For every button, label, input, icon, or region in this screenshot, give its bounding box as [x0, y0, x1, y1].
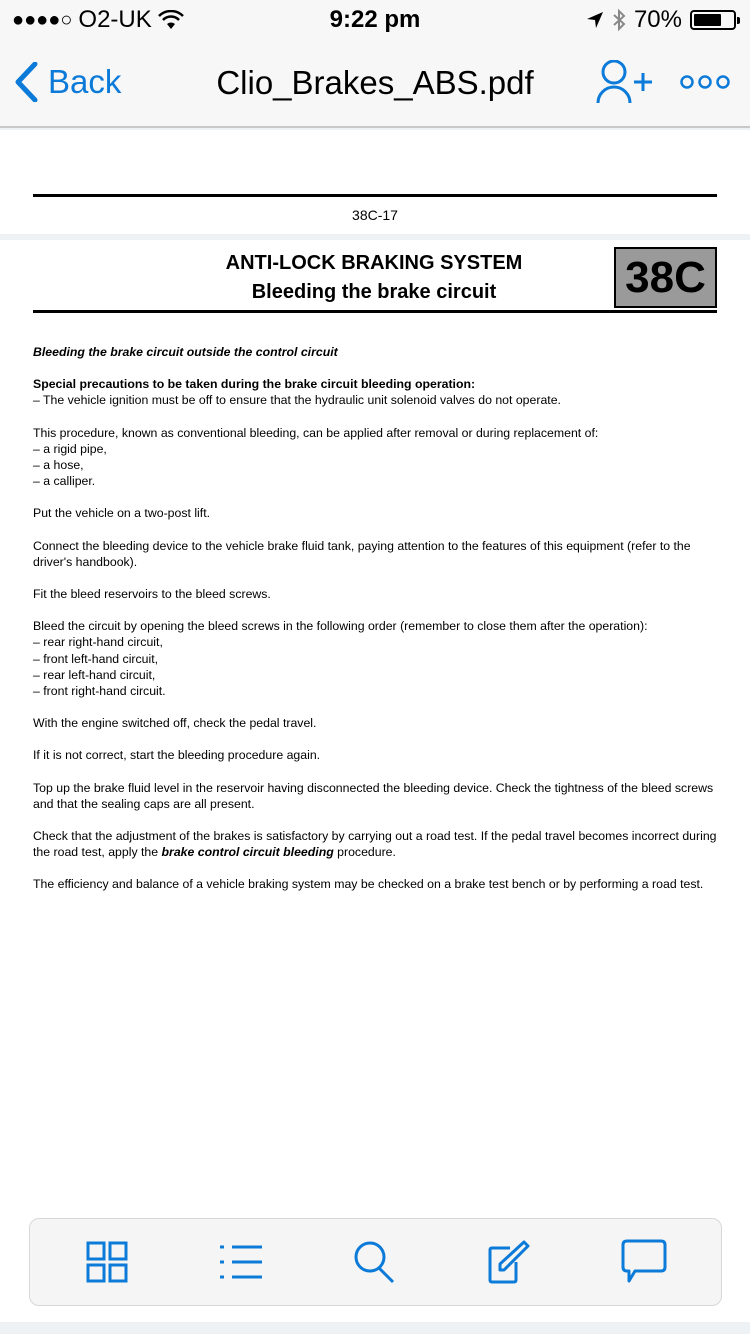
- header-rule: [33, 310, 717, 313]
- thumbnails-button[interactable]: [77, 1232, 137, 1292]
- precaution-item: – The vehicle ignition must be off to ensure that the hydraulic unit solenoid valves do not operate.: [33, 393, 561, 408]
- step-fit: Fit the bleed reservoirs to the bleed screws.: [33, 587, 271, 602]
- step-top-up: Top up the brake fluid level in the reservoir having disconnected the bleeding device. Check the tightness of the bleed screws and that the sealing caps are all present.: [33, 780, 714, 811]
- procedure-subtitle: Bleeding the brake circuit: [251, 281, 497, 303]
- location-arrow-icon: [586, 11, 604, 29]
- road-test-text: Check that the adjustment of the brakes is satisfactory by carrying out a road test. If the pedal travel becomes incorrect during the road test, apply the: [33, 829, 717, 860]
- step-restart: If it is not correct, start the bleeding procedure again.: [33, 748, 321, 763]
- status-bar: [0, 0, 750, 40]
- pdf-page-previous: [0, 130, 750, 234]
- page-footer-rule: [33, 194, 717, 197]
- comment-icon: [621, 1239, 667, 1285]
- edit-icon: [488, 1240, 532, 1284]
- battery-percent: 70%: [633, 6, 682, 33]
- list-item: – front right-hand circuit.: [33, 684, 166, 699]
- list-item: – front left-hand circuit,: [33, 651, 159, 666]
- list-item: – a calliper.: [33, 474, 96, 489]
- bleed-order-intro: Bleed the circuit by opening the bleed screws in the following order (remember to close them after the operation):: [33, 619, 648, 634]
- battery-icon: [690, 10, 736, 30]
- road-test-emphasis: brake control circuit bleeding: [161, 845, 334, 860]
- page-header-title: [120, 249, 628, 307]
- precautions-heading: Special precautions to be taken during the brake circuit bleeding operation:: [33, 377, 476, 392]
- wifi-icon: [158, 10, 184, 30]
- pdf-page-current: [0, 240, 750, 1322]
- step-check-pedal: With the engine switched off, check the pedal travel.: [33, 716, 317, 731]
- comments-button[interactable]: [614, 1232, 674, 1292]
- road-test-text-end: procedure.: [333, 845, 396, 860]
- list-icon: [218, 1244, 264, 1280]
- step-road-test: [33, 828, 723, 860]
- back-label: Back: [48, 63, 122, 100]
- step-connect: Connect the bleeding device to the vehicle brake fluid tank, paying attention to the features of this equipment (refer to the driver's handbook).: [33, 538, 691, 569]
- search-button[interactable]: [345, 1232, 405, 1292]
- bottom-toolbar: [29, 1218, 722, 1306]
- page-number: 38C-17: [352, 207, 398, 223]
- step-lift: Put the vehicle on a two-post lift.: [33, 506, 211, 521]
- document-title: Clio_Brakes_ABS.pdf: [216, 64, 534, 101]
- more-options-icon[interactable]: [680, 74, 730, 90]
- search-icon: [353, 1240, 397, 1284]
- step-efficiency: The efficiency and balance of a vehicle braking system may be checked on a brake test bench or by performing a road test.: [33, 877, 704, 892]
- list-item: – a hose,: [33, 458, 84, 473]
- bluetooth-icon: [612, 8, 626, 32]
- list-item: – a rigid pipe,: [33, 441, 107, 456]
- grid-icon: [86, 1241, 128, 1283]
- outline-button[interactable]: [211, 1232, 271, 1292]
- back-button[interactable]: [14, 62, 121, 102]
- document-body: [33, 344, 723, 909]
- navigation-bar: [0, 40, 750, 128]
- system-title: ANTI-LOCK BRAKING SYSTEM: [225, 252, 523, 274]
- clock: 9:22 pm: [329, 6, 421, 33]
- annotate-button[interactable]: [480, 1232, 540, 1292]
- section-badge: 38C: [614, 247, 717, 308]
- chevron-left-icon: [14, 62, 38, 102]
- carrier-label: O2-UK: [78, 6, 152, 33]
- list-item: – rear left-hand circuit,: [33, 667, 156, 682]
- section-heading: Bleeding the brake circuit outside the control circuit: [33, 345, 338, 359]
- add-user-icon[interactable]: [596, 60, 654, 104]
- signal-strength-icon: ●●●●○: [12, 8, 73, 31]
- list-item: – rear right-hand circuit,: [33, 635, 163, 650]
- procedure-intro: This procedure, known as conventional bleeding, can be applied after removal or during replacement of:: [33, 425, 599, 440]
